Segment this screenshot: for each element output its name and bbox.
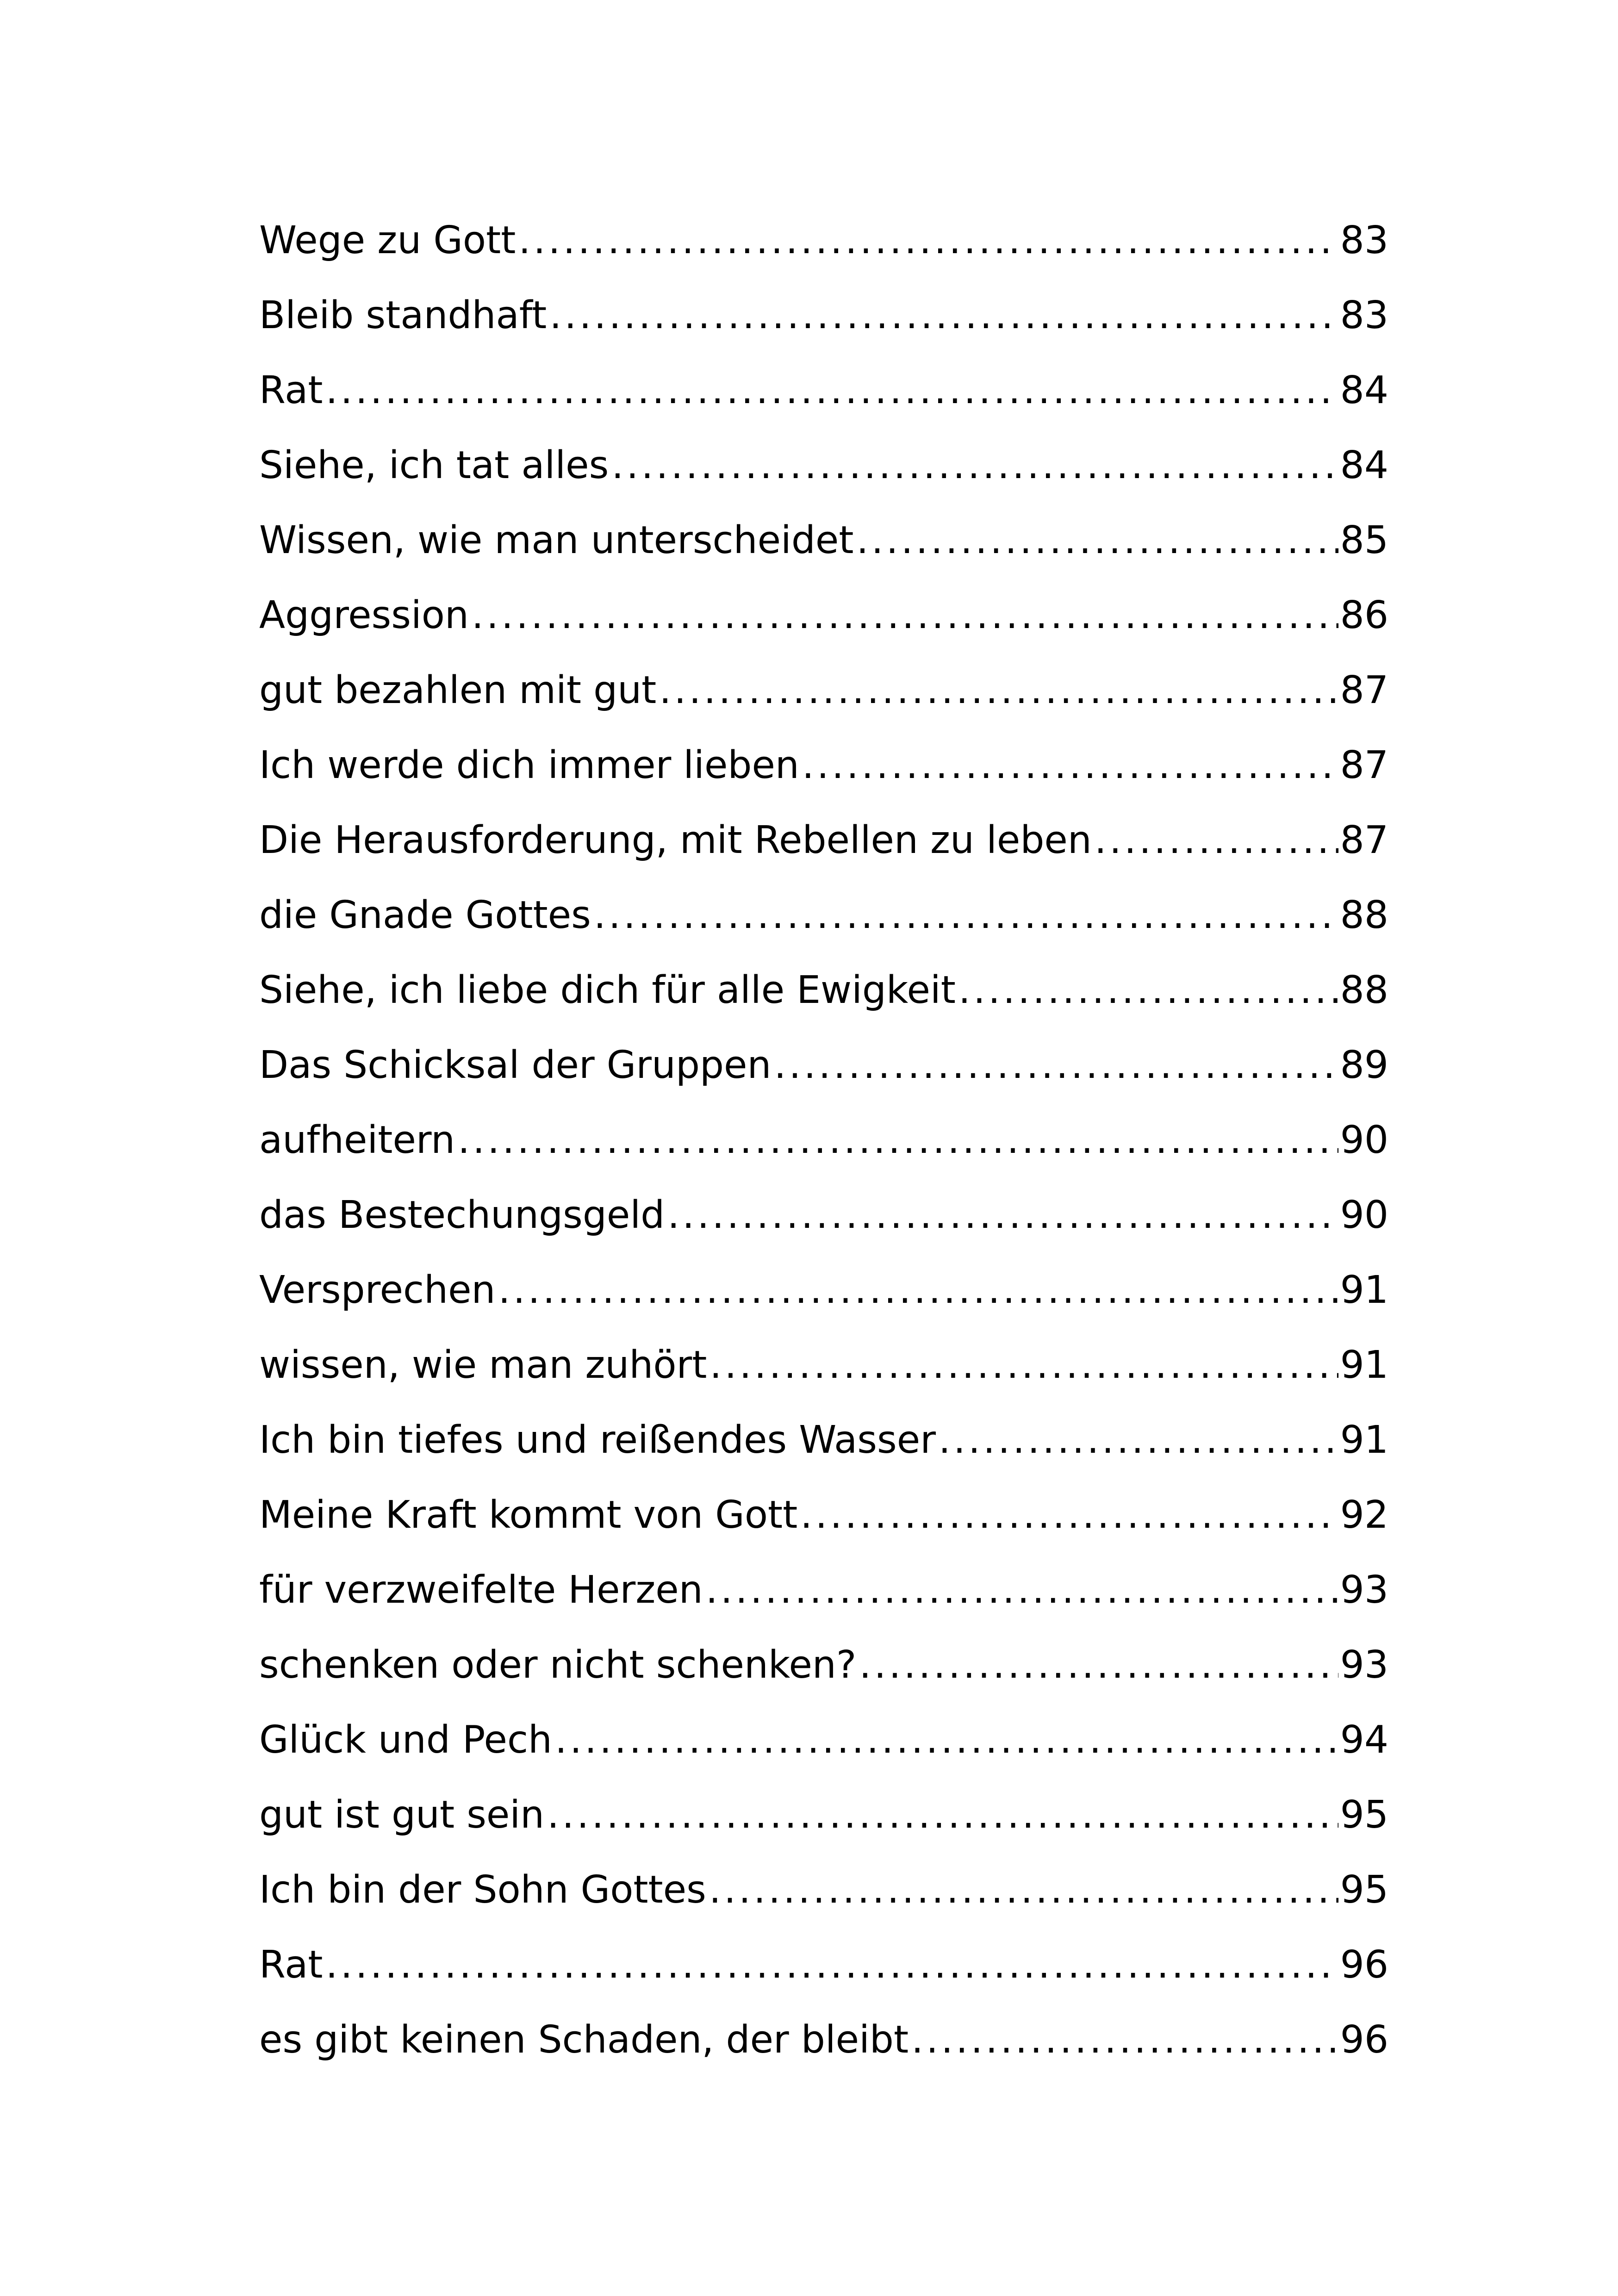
dot-leader — [611, 442, 1338, 489]
toc-entry[interactable] — [259, 1267, 1388, 1342]
dot-leader — [709, 1867, 1338, 1913]
toc-entry-title: Die Herausforderung, mit Rebellen zu leben — [259, 818, 1092, 862]
toc-entry[interactable] — [259, 367, 1388, 442]
toc-entry[interactable] — [259, 1192, 1388, 1267]
toc-entry[interactable] — [259, 1717, 1388, 1792]
toc-entry-page: 84 — [1340, 443, 1388, 487]
dot-leader — [326, 1942, 1338, 1988]
toc-entry[interactable] — [259, 1117, 1388, 1192]
toc-entry[interactable] — [259, 592, 1388, 667]
toc-entry[interactable] — [259, 1492, 1388, 1567]
toc-entry-page: 91 — [1340, 1418, 1388, 1462]
toc-entry-title: Aggression — [259, 593, 469, 637]
dot-leader — [555, 1717, 1338, 1763]
toc-entry-title: die Gnade Gottes — [259, 893, 591, 937]
dot-leader — [802, 742, 1338, 789]
toc-entry[interactable] — [259, 442, 1388, 517]
toc-entry-page: 92 — [1340, 1493, 1388, 1537]
toc-entry-title: das Bestechungsgeld — [259, 1193, 665, 1237]
dot-leader — [859, 1642, 1338, 1688]
toc-entry[interactable] — [259, 1642, 1388, 1717]
toc-entry-page: 91 — [1340, 1343, 1388, 1387]
toc-entry[interactable] — [259, 667, 1388, 742]
toc-entry-page: 95 — [1340, 1868, 1388, 1912]
toc-entry-title: Meine Kraft kommt von Gott — [259, 1493, 798, 1537]
toc-entry-title: Ich bin der Sohn Gottes — [259, 1868, 706, 1912]
toc-entry-title: Ich bin tiefes und reißendes Wasser — [259, 1418, 936, 1462]
toc-entry[interactable] — [259, 2017, 1388, 2092]
toc-entry-title: es gibt keinen Schaden, der bleibt — [259, 2018, 909, 2062]
dot-leader — [458, 1117, 1338, 1164]
toc-entry-page: 95 — [1340, 1793, 1388, 1837]
toc-entry[interactable] — [259, 817, 1388, 892]
toc-entry-page: 87 — [1340, 743, 1388, 787]
dot-leader — [472, 592, 1338, 639]
dot-leader — [498, 1267, 1338, 1313]
dot-leader — [547, 1792, 1338, 1838]
toc-entry-page: 87 — [1340, 668, 1388, 712]
toc-entry[interactable] — [259, 742, 1388, 817]
toc-entry[interactable] — [259, 1792, 1388, 1867]
toc-entry-page: 91 — [1340, 1268, 1388, 1312]
toc-entry-title: Das Schicksal der Gruppen — [259, 1043, 772, 1087]
toc-entry-page: 90 — [1340, 1118, 1388, 1162]
toc-entry-title: Glück und Pech — [259, 1718, 553, 1762]
dot-leader — [706, 1567, 1338, 1613]
toc-entry-title: aufheitern — [259, 1118, 455, 1162]
dot-leader — [594, 892, 1338, 939]
dot-leader — [911, 2017, 1338, 2063]
toc-entry[interactable] — [259, 1867, 1388, 1942]
toc-entry-title: Wissen, wie man unterscheidet — [259, 518, 854, 562]
toc-entry[interactable] — [259, 218, 1388, 292]
toc-entry[interactable] — [259, 1942, 1388, 2017]
toc-entry-page: 84 — [1340, 368, 1388, 412]
dot-leader — [667, 1192, 1338, 1238]
toc-entry-page: 85 — [1340, 518, 1388, 562]
dot-leader — [326, 367, 1338, 414]
toc-entry-title: Ich werde dich immer lieben — [259, 743, 799, 787]
toc-entry[interactable] — [259, 1417, 1388, 1492]
toc-entry-page: 83 — [1340, 293, 1388, 337]
toc-entry-page: 93 — [1340, 1643, 1388, 1687]
toc-entry-title: Siehe, ich tat alles — [259, 443, 609, 487]
toc-entry-title: wissen, wie man zuhört — [259, 1343, 707, 1387]
toc-entry[interactable] — [259, 292, 1388, 367]
toc-entry[interactable] — [259, 1567, 1388, 1642]
toc-entry[interactable] — [259, 892, 1388, 967]
dot-leader — [1095, 817, 1338, 864]
toc-entry[interactable] — [259, 1342, 1388, 1417]
dot-leader — [774, 1042, 1338, 1089]
toc-entry-page: 93 — [1340, 1568, 1388, 1612]
toc-entry-page: 89 — [1340, 1043, 1388, 1087]
toc-entry-title: Rat — [259, 1943, 323, 1987]
toc-entry[interactable] — [259, 1042, 1388, 1117]
toc-entry-page: 87 — [1340, 818, 1388, 862]
dot-leader — [939, 1417, 1338, 1463]
dot-leader — [958, 967, 1338, 1014]
dot-leader — [518, 218, 1338, 264]
toc-entry-title: Rat — [259, 368, 323, 412]
toc-entry-page: 86 — [1340, 593, 1388, 637]
table-of-contents — [259, 218, 1388, 2092]
toc-entry[interactable] — [259, 517, 1388, 592]
toc-entry-title: gut ist gut sein — [259, 1793, 545, 1837]
toc-entry-page: 96 — [1340, 2018, 1388, 2062]
toc-entry-title: Siehe, ich liebe dich für alle Ewigkeit — [259, 968, 956, 1012]
toc-entry-title: schenken oder nicht schenken? — [259, 1643, 857, 1687]
toc-entry-page: 96 — [1340, 1943, 1388, 1987]
dot-leader — [800, 1492, 1338, 1538]
dot-leader — [549, 292, 1338, 339]
toc-entry-title: gut bezahlen mit gut — [259, 668, 657, 712]
dot-leader — [709, 1342, 1338, 1388]
toc-entry-title: Wege zu Gott — [259, 218, 516, 262]
toc-entry-page: 88 — [1340, 968, 1388, 1012]
toc-entry-page: 94 — [1340, 1718, 1388, 1762]
dot-leader — [659, 667, 1338, 714]
toc-entry-page: 88 — [1340, 893, 1388, 937]
toc-entry-page: 90 — [1340, 1193, 1388, 1237]
toc-entry-title: für verzweifelte Herzen — [259, 1568, 703, 1612]
toc-entry-page: 83 — [1340, 218, 1388, 262]
toc-entry-title: Versprechen — [259, 1268, 496, 1312]
dot-leader — [857, 517, 1338, 564]
toc-entry[interactable] — [259, 967, 1388, 1042]
toc-entry-title: Bleib standhaft — [259, 293, 547, 337]
